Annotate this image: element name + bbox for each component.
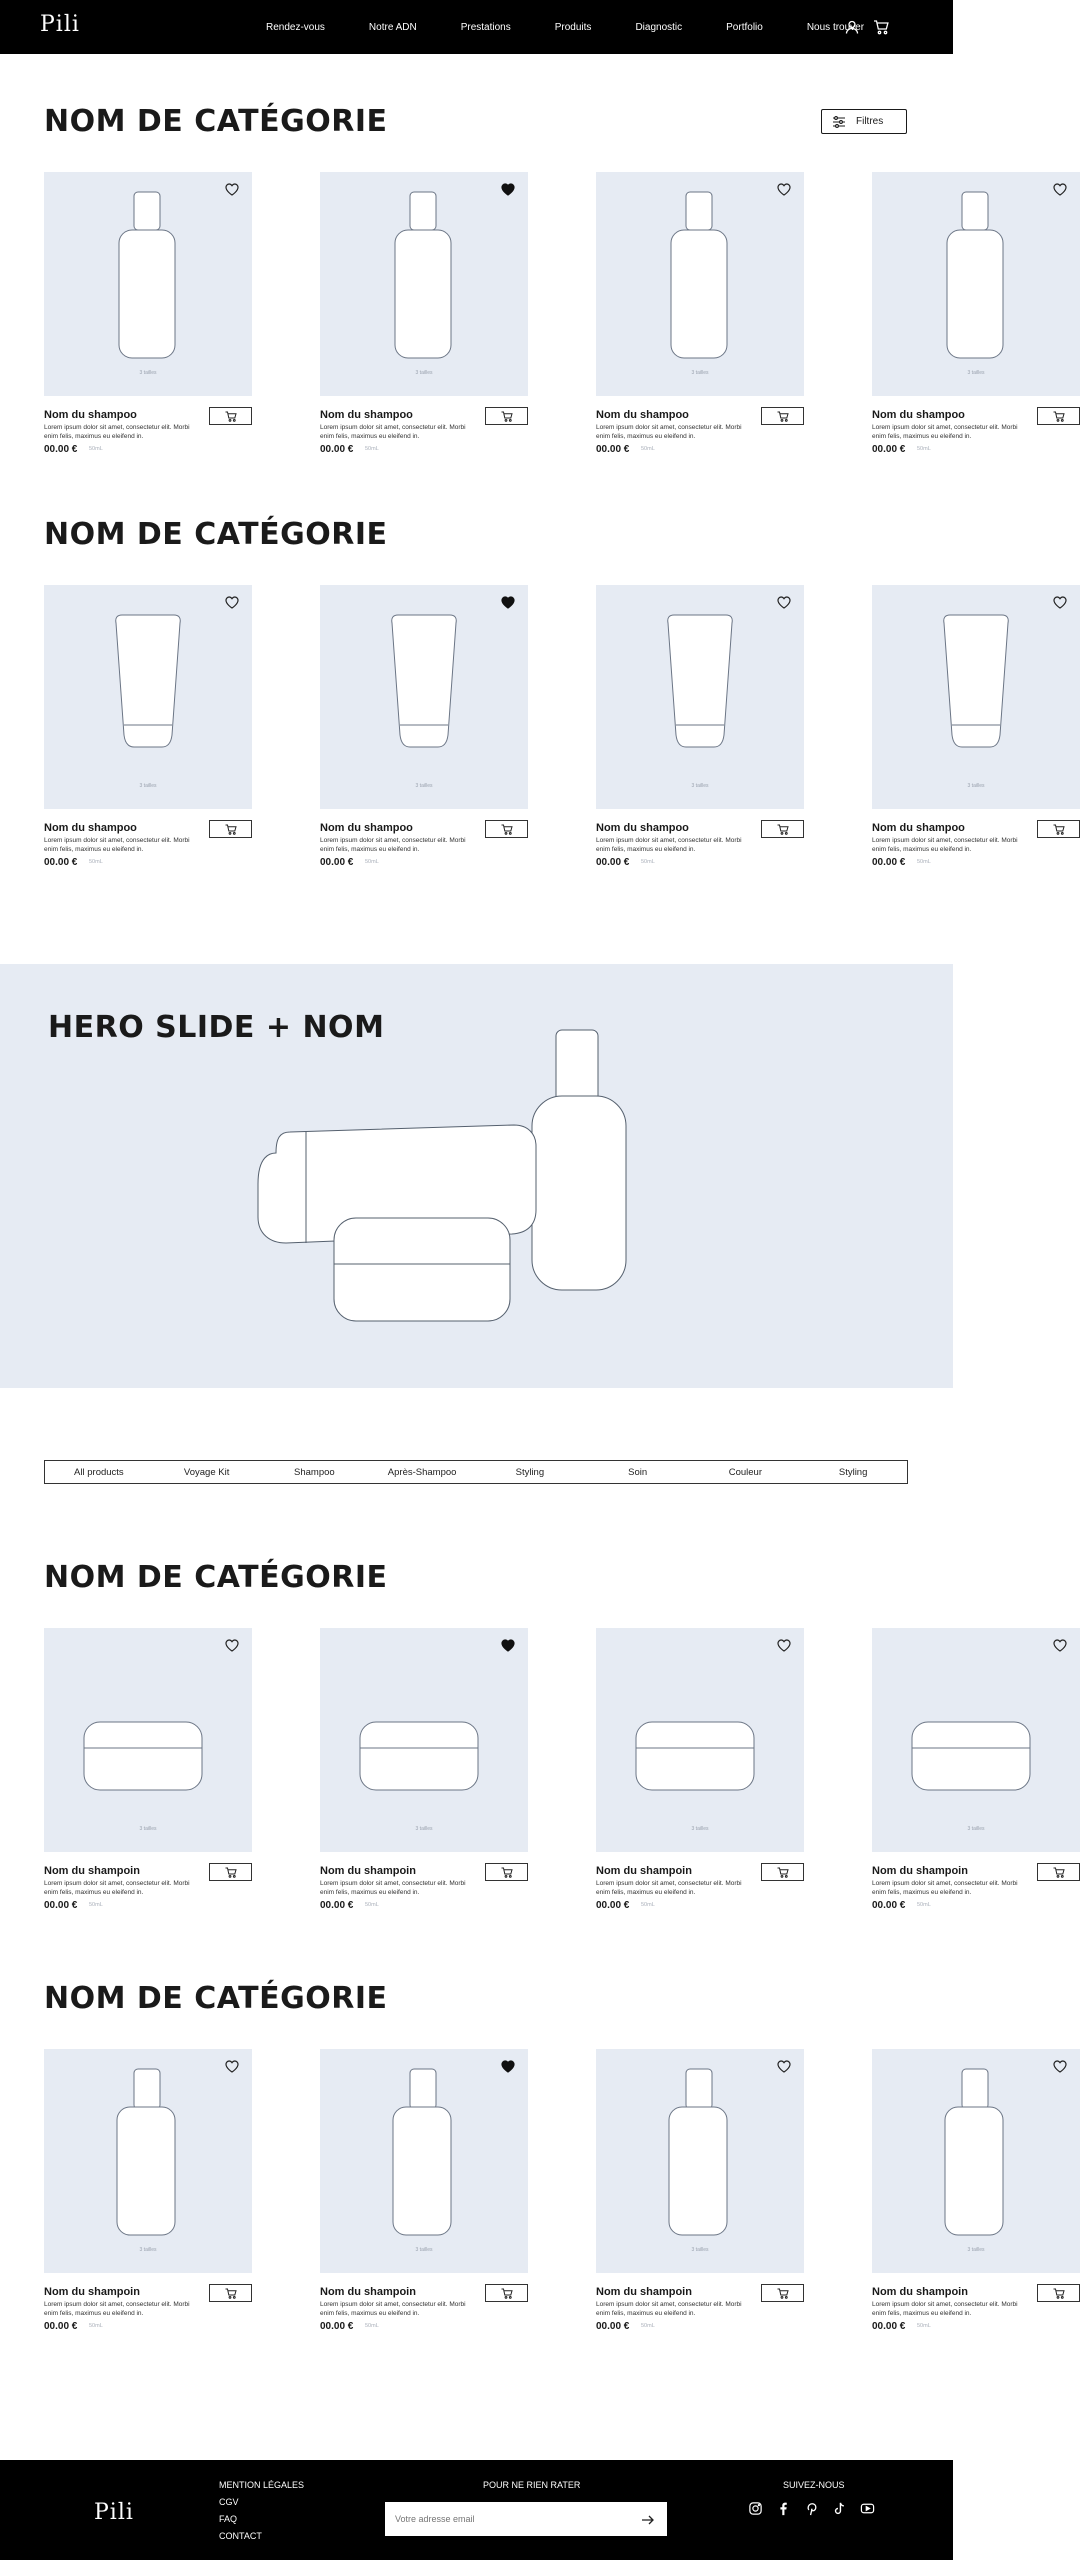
product-illustration [320,585,528,809]
add-to-cart-button[interactable] [1037,820,1080,838]
cart-icon [777,824,789,835]
heart-icon[interactable] [1052,2059,1068,2073]
product-description: Lorem ipsum dolor sit amet, consectetur elit. Morbi enim felis, maximus eu eleifend in. [320,424,466,440]
product-volume: 50mL [917,1902,931,1908]
product-sizes-caption: 3 tailles [139,2247,157,2253]
product-volume: 50mL [641,859,655,865]
product-volume: 50mL [365,2323,379,2329]
product-sizes-caption: 3 tailles [415,783,433,789]
follow-title: SUIVEZ-NOUS [783,2480,845,2490]
product-price: 00.00 € [44,2321,78,2332]
add-to-cart-button[interactable] [761,407,804,425]
product-image[interactable] [872,172,1080,396]
product-name[interactable]: Nom du shampoin [320,1865,416,1877]
tab-all-products[interactable]: All products [74,1466,124,1478]
product-sizes-caption: 3 tailles [139,783,157,789]
product-volume: 50mL [917,859,931,865]
cart-icon [1053,411,1065,422]
product-image[interactable] [320,2049,528,2273]
product-image[interactable] [872,1628,1080,1852]
product-name[interactable]: Nom du shampoin [872,2286,968,2298]
product-price: 00.00 € [44,857,78,868]
cart-icon [1053,1867,1065,1878]
product-volume: 50mL [89,859,103,865]
heart-icon[interactable] [224,182,240,196]
add-to-cart-button[interactable] [209,820,252,838]
add-to-cart-button[interactable] [209,2284,252,2302]
product-volume: 50mL [917,446,931,452]
product-name[interactable]: Nom du shampoo [320,409,413,421]
product-price: 00.00 € [44,444,78,455]
cart-icon[interactable] [873,19,889,35]
product-image[interactable] [872,2049,1080,2273]
product-volume: 50mL [89,446,103,452]
product-price: 00.00 € [596,857,630,868]
add-to-cart-button[interactable] [761,2284,804,2302]
product-name[interactable]: Nom du shampoin [872,1865,968,1877]
nav-item-rendez-vous[interactable]: Rendez-vous [266,21,325,33]
heart-icon[interactable] [224,1638,240,1652]
heart-icon[interactable] [224,595,240,609]
tab-styling-2[interactable]: Styling [838,1466,868,1478]
section-title: NOM DE CATÉGORIE [44,1560,388,1595]
product-name[interactable]: Nom du shampoin [320,2286,416,2298]
tab-voyage-kit[interactable]: Voyage Kit [183,1466,230,1478]
heart-icon[interactable] [776,595,792,609]
add-to-cart-button[interactable] [1037,407,1080,425]
add-to-cart-button[interactable] [1037,1863,1080,1881]
product-volume: 50mL [641,446,655,452]
product-illustration [872,585,1080,809]
product-name[interactable]: Nom du shampoin [44,2286,140,2298]
product-volume: 50mL [641,2323,655,2329]
instagram-icon[interactable] [748,2501,763,2516]
heart-icon[interactable] [776,2059,792,2073]
product-description: Lorem ipsum dolor sit amet, consectetur elit. Morbi enim felis, maximus eu eleifend in. [320,2301,466,2317]
add-to-cart-button[interactable] [485,2284,528,2302]
product-description: Lorem ipsum dolor sit amet, consectetur elit. Morbi enim felis, maximus eu eleifend in. [872,1880,1018,1896]
product-description: Lorem ipsum dolor sit amet, consectetur elit. Morbi enim felis, maximus eu eleifend in. [44,1880,190,1896]
product-illustration [596,585,804,809]
footer-link-cgv[interactable]: CGV [219,2497,239,2507]
product-name[interactable]: Nom du shampoo [596,822,689,834]
product-illustration [596,172,804,396]
product-sizes-caption: 3 tailles [415,1826,433,1832]
cart-icon [1053,2288,1065,2299]
footer-link-contact[interactable]: CONTACT [219,2531,262,2541]
footer-link-mentions[interactable]: MENTION LÉGALES [219,2480,305,2490]
filter-label: Filtres [856,116,884,127]
heart-filled-icon[interactable] [500,182,516,196]
cart-icon [501,824,513,835]
facebook-icon[interactable] [776,2501,791,2516]
product-sizes-caption: 3 tailles [691,370,709,376]
product-sizes-caption: 3 tailles [415,370,433,376]
product-price: 00.00 € [872,857,906,868]
section-title: NOM DE CATÉGORIE [44,104,388,139]
add-to-cart-button[interactable] [761,1863,804,1881]
nav-item-nous-trouver[interactable]: Nous trouver [806,21,865,33]
product-description: Lorem ipsum dolor sit amet, consectetur elit. Morbi enim felis, maximus eu eleifend in. [320,837,466,853]
product-description: Lorem ipsum dolor sit amet, consectetur elit. Morbi enim felis, maximus eu eleifend in. [596,424,742,440]
hero-products-illustration [250,1024,640,1284]
tab-shampoo[interactable]: Shampoo [294,1466,335,1478]
tiktok-icon[interactable] [832,2501,847,2516]
arrow-right-icon[interactable] [641,2513,655,2525]
nav-item-portfolio[interactable]: Portfolio [726,21,763,33]
product-illustration [44,585,252,809]
product-volume: 50mL [917,2323,931,2329]
cart-icon [501,2288,513,2299]
product-image[interactable] [320,1628,528,1852]
product-image[interactable] [596,1628,804,1852]
nav-item-prestations[interactable]: Prestations [460,21,511,33]
product-illustration [596,1628,804,1852]
product-image[interactable] [596,585,804,809]
product-volume: 50mL [365,446,379,452]
product-volume: 50mL [365,1902,379,1908]
product-price: 00.00 € [320,1900,354,1911]
nav-item-produits[interactable]: Produits [554,21,592,33]
cart-icon [225,1867,237,1878]
product-description: Lorem ipsum dolor sit amet, consectetur elit. Morbi enim felis, maximus eu eleifend in. [872,2301,1018,2317]
main-nav [266,0,864,54]
product-price: 00.00 € [872,1900,906,1911]
youtube-icon[interactable] [860,2501,875,2516]
product-illustration [596,2049,804,2273]
product-price: 00.00 € [596,2321,630,2332]
add-to-cart-button[interactable] [485,1863,528,1881]
product-volume: 50mL [641,1902,655,1908]
heart-icon[interactable] [1052,182,1068,196]
footer-link-faq[interactable]: FAQ [219,2514,238,2524]
cart-icon [777,2288,789,2299]
tab-soin[interactable]: Soin [628,1466,648,1478]
cart-icon [501,411,513,422]
heart-icon[interactable] [776,182,792,196]
product-price: 00.00 € [44,1900,78,1911]
product-sizes-caption: 3 tailles [139,370,157,376]
product-volume: 50mL [89,1902,103,1908]
site-footer [0,2460,953,2560]
product-sizes-caption: 3 tailles [967,370,985,376]
product-description: Lorem ipsum dolor sit amet, consectetur elit. Morbi enim felis, maximus eu eleifend in. [596,1880,742,1896]
product-price: 00.00 € [872,444,906,455]
tab-apres-shampoo[interactable]: Après-Shampoo [387,1466,457,1478]
product-illustration [872,2049,1080,2273]
product-description: Lorem ipsum dolor sit amet, consectetur elit. Morbi enim felis, maximus eu eleifend in. [320,1880,466,1896]
cart-icon [225,411,237,422]
product-description: Lorem ipsum dolor sit amet, consectetur elit. Morbi enim felis, maximus eu eleifend in. [596,837,742,853]
product-name[interactable]: Nom du shampoo [44,409,137,421]
product-image[interactable] [320,585,528,809]
heart-filled-icon[interactable] [500,2059,516,2073]
category-tabs [44,1460,908,1484]
product-name[interactable]: Nom du shampoin [596,2286,692,2298]
filter-sliders-icon [832,116,846,128]
top-navigation-bar [0,0,953,54]
hero-title: HERO SLIDE + NOM [48,1010,385,1045]
tab-styling[interactable]: Styling [515,1466,545,1478]
product-image[interactable] [872,585,1080,809]
tab-couleur[interactable]: Couleur [728,1466,763,1478]
product-price: 00.00 € [596,444,630,455]
user-icon[interactable] [844,19,860,35]
product-name[interactable]: Nom du shampoo [596,409,689,421]
heart-icon[interactable] [224,2059,240,2073]
heart-icon[interactable] [1052,1638,1068,1652]
product-image[interactable] [596,2049,804,2273]
product-name[interactable]: Nom du shampoo [44,822,137,834]
cart-icon [225,2288,237,2299]
footer-links [219,2480,304,2541]
product-illustration [872,172,1080,396]
product-price: 00.00 € [872,2321,906,2332]
social-links [748,2501,875,2516]
product-illustration [44,1628,252,1852]
nav-item-notre-adn[interactable]: Notre ADN [368,21,417,33]
product-price: 00.00 € [320,2321,354,2332]
newsletter-email-input[interactable] [385,2502,667,2536]
product-price: 00.00 € [320,857,354,868]
product-price: 00.00 € [596,1900,630,1911]
product-sizes-caption: 3 tailles [691,2247,709,2253]
product-name[interactable]: Nom du shampoo [872,822,965,834]
pinterest-icon[interactable] [804,2501,819,2516]
section-title: NOM DE CATÉGORIE [44,1981,388,2016]
add-to-cart-button[interactable] [485,407,528,425]
product-name[interactable]: Nom du shampoo [872,409,965,421]
heart-icon[interactable] [776,1638,792,1652]
product-volume: 50mL [365,859,379,865]
product-illustration [872,1628,1080,1852]
section-title: NOM DE CATÉGORIE [44,517,388,552]
product-image[interactable] [320,172,528,396]
product-volume: 50mL [89,2323,103,2329]
product-price: 00.00 € [320,444,354,455]
product-description: Lorem ipsum dolor sit amet, consectetur elit. Morbi enim felis, maximus eu eleifend in. [44,2301,190,2317]
brand-logo[interactable]: Pili [40,12,80,37]
heart-filled-icon[interactable] [500,595,516,609]
footer-logo[interactable]: Pili [94,2500,134,2525]
cart-icon [777,411,789,422]
product-image[interactable] [44,172,252,396]
nav-item-diagnostic[interactable]: Diagnostic [635,21,683,33]
newsletter-title: POUR NE RIEN RATER [483,2480,581,2490]
product-illustration [320,172,528,396]
cart-icon [501,1867,513,1878]
product-illustration [320,1628,528,1852]
product-image[interactable] [596,172,804,396]
product-sizes-caption: 3 tailles [691,783,709,789]
product-description: Lorem ipsum dolor sit amet, consectetur elit. Morbi enim felis, maximus eu eleifend in. [44,424,190,440]
add-to-cart-button[interactable] [761,820,804,838]
product-image[interactable] [44,585,252,809]
product-illustration [44,2049,252,2273]
product-illustration [44,172,252,396]
product-description: Lorem ipsum dolor sit amet, consectetur elit. Morbi enim felis, maximus eu eleifend in. [872,424,1018,440]
product-sizes-caption: 3 tailles [415,2247,433,2253]
product-sizes-caption: 3 tailles [967,2247,985,2253]
product-sizes-caption: 3 tailles [139,1826,157,1832]
add-to-cart-button[interactable] [209,407,252,425]
cart-icon [777,1867,789,1878]
add-to-cart-button[interactable] [1037,2284,1080,2302]
product-name[interactable]: Nom du shampoo [320,822,413,834]
cart-icon [225,824,237,835]
product-sizes-caption: 3 tailles [967,783,985,789]
product-image[interactable] [44,2049,252,2273]
product-sizes-caption: 3 tailles [967,1826,985,1832]
product-description: Lorem ipsum dolor sit amet, consectetur elit. Morbi enim felis, maximus eu eleifend in. [596,2301,742,2317]
product-image[interactable] [44,1628,252,1852]
heart-icon[interactable] [1052,595,1068,609]
product-description: Lorem ipsum dolor sit amet, consectetur elit. Morbi enim felis, maximus eu eleifend in. [872,837,1018,853]
product-illustration [320,2049,528,2273]
product-name[interactable]: Nom du shampoin [596,1865,692,1877]
add-to-cart-button[interactable] [485,820,528,838]
add-to-cart-button[interactable] [209,1863,252,1881]
cart-icon [1053,824,1065,835]
product-name[interactable]: Nom du shampoin [44,1865,140,1877]
hero-slide [0,964,953,1388]
product-sizes-caption: 3 tailles [691,1826,709,1832]
heart-filled-icon[interactable] [500,1638,516,1652]
product-description: Lorem ipsum dolor sit amet, consectetur elit. Morbi enim felis, maximus eu eleifend in. [44,837,190,853]
filter-button[interactable] [821,109,907,134]
